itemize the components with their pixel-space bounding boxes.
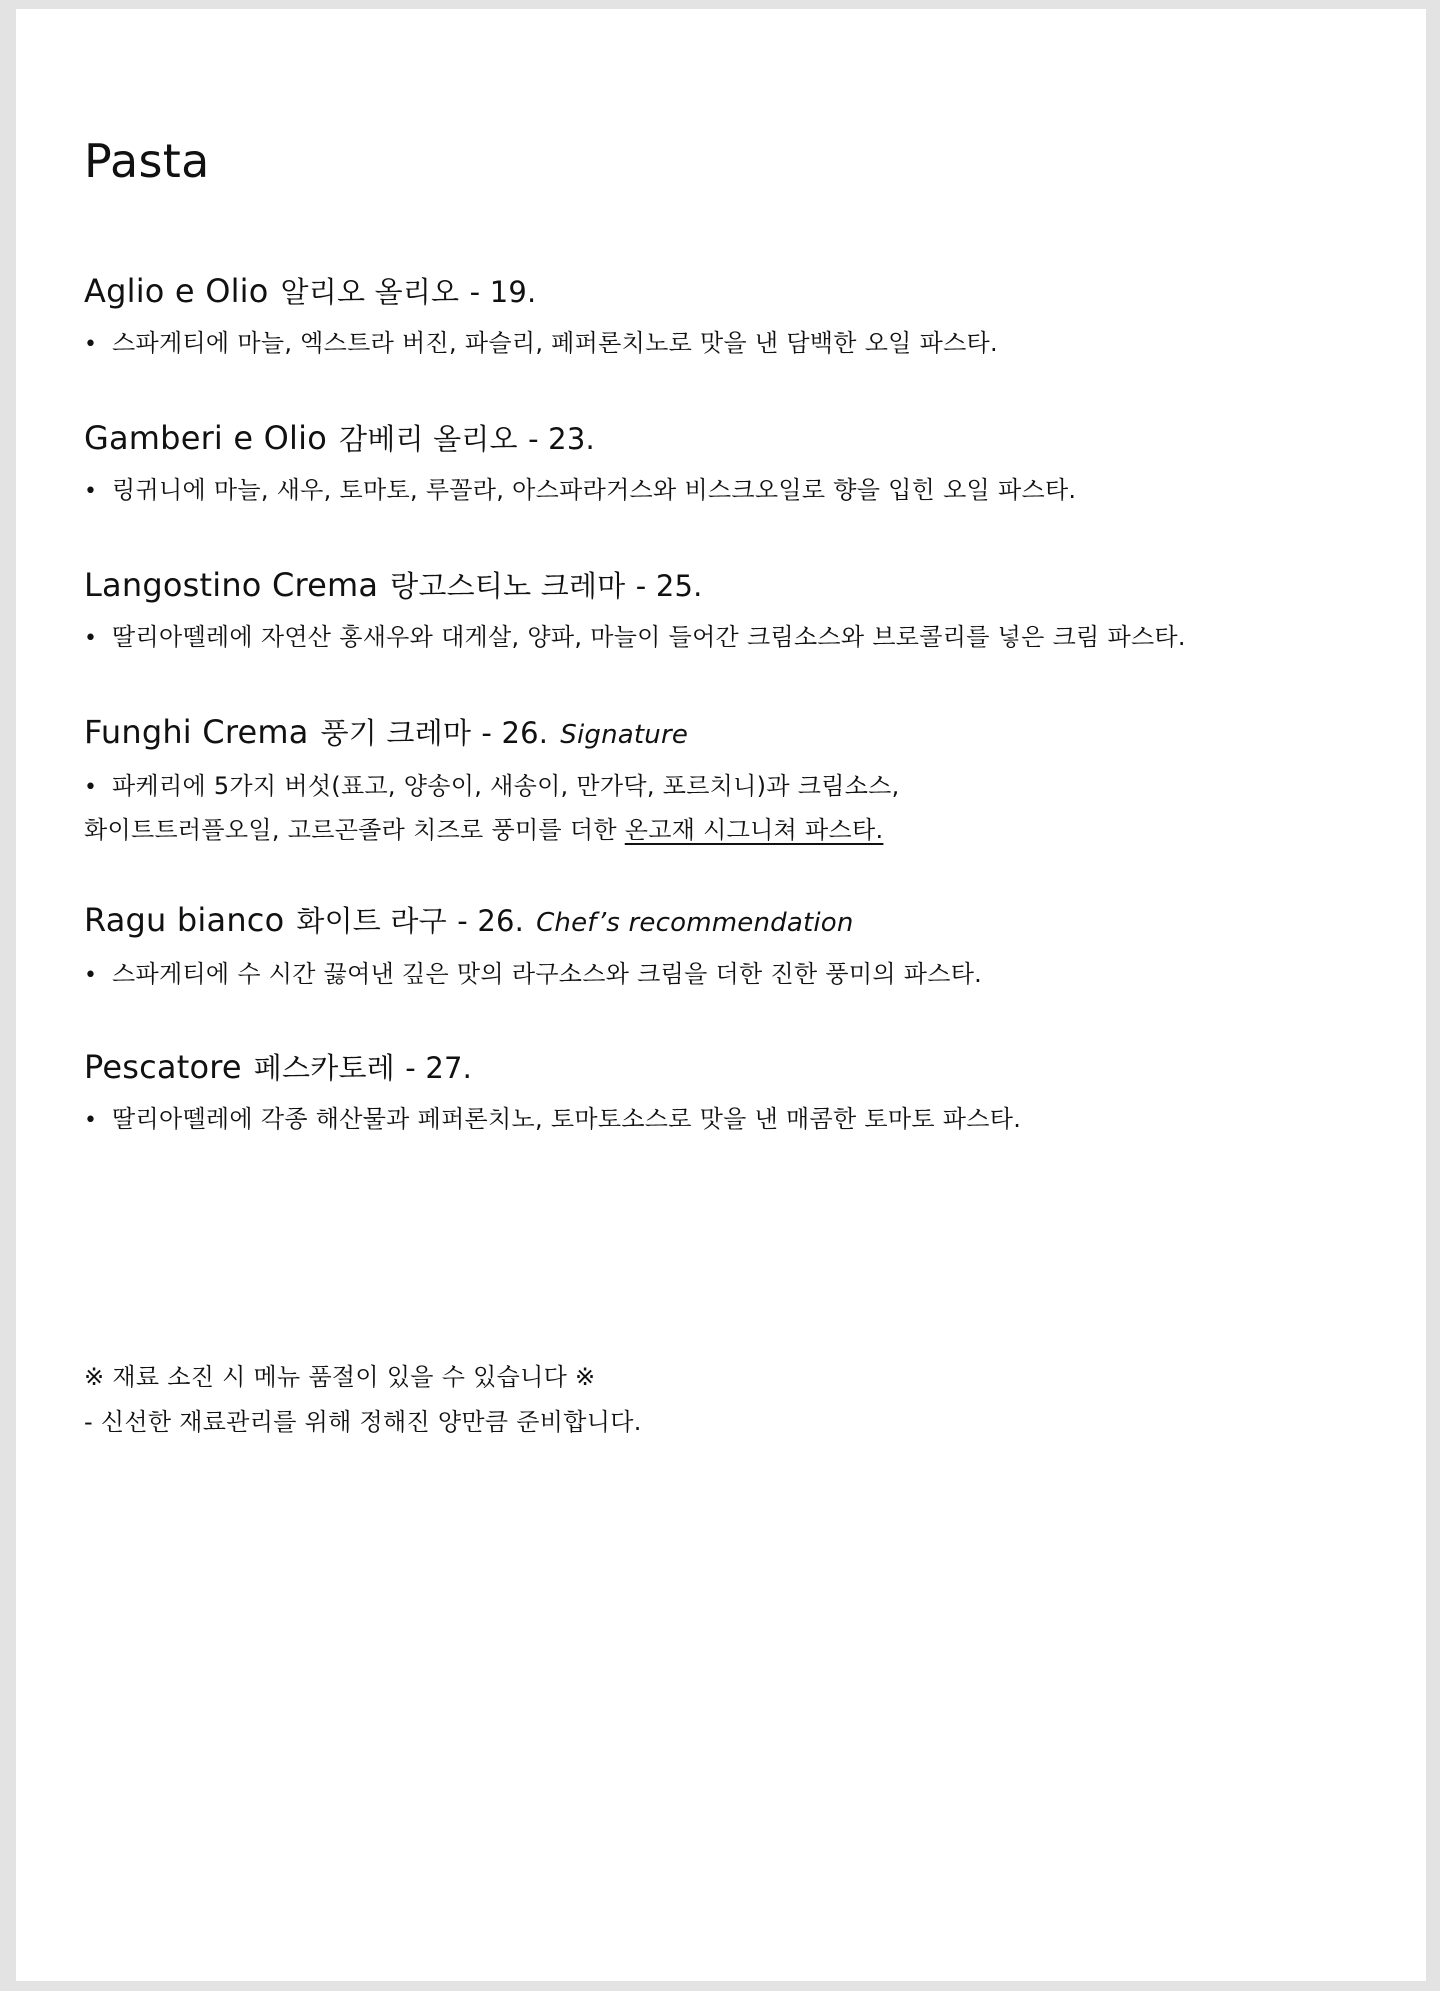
menu-item-description [84, 322, 1384, 366]
menu-item-description-text: 딸리아뗄레에 각종 해산물과 페퍼론치노, 토마토소스로 맛을 낸 매콤한 토마토 파스타. [112, 1105, 1022, 1133]
menu-item-korean-name: 랑고스티노 크레마 [390, 569, 626, 603]
bullet-icon: • [84, 775, 98, 800]
menu-item-price: - 26. [457, 904, 525, 938]
menu-item-name: Gamberi e Olio [84, 419, 328, 457]
menu-item-price: - 26. [481, 716, 549, 750]
menu-item-description-text: 화이트트러플오일, 고르곤졸라 치즈로 풍미를 더한 [84, 816, 625, 844]
menu-item-description [84, 765, 1384, 851]
menu-item-description-text: 링귀니에 마늘, 새우, 토마토, 루꼴라, 아스파라거스와 비스크오일로 향을 입힌 오일 파스타. [112, 476, 1077, 504]
menu-item [84, 418, 1384, 513]
menu-item-korean-name: 알리오 올리오 [280, 275, 460, 309]
menu-item-korean-name: 풍기 크레마 [320, 716, 472, 750]
menu-item-price: - 23. [528, 422, 595, 456]
bullet-icon: • [84, 332, 98, 357]
menu-item-description [84, 1098, 1384, 1142]
menu-item-price: - 19. [469, 275, 537, 309]
menu-item [84, 712, 1384, 851]
menu-item-name: Aglio e Olio [84, 272, 269, 310]
menu-item-korean-name: 감베리 올리오 [339, 422, 518, 456]
signature-highlight: 온고재 시그니쳐 파스타. [624, 816, 884, 844]
menu-item-price: - 27. [405, 1051, 473, 1085]
menu-item [84, 565, 1384, 660]
menu-item-description-text: 스파게티에 수 시간 끓여낸 깊은 맛의 라구소스와 크림을 더한 진한 풍미의 파스타. [112, 960, 983, 988]
page-title: Pasta [84, 134, 210, 188]
bullet-icon: • [84, 626, 98, 651]
bullet-icon: • [84, 479, 98, 504]
menu-item [84, 900, 1384, 997]
menu-item [84, 1047, 1384, 1142]
menu-item-tag: Chef’s recommendation [536, 908, 854, 938]
menu-item-heading [84, 1047, 1384, 1088]
menu-item-heading [84, 712, 1384, 755]
menu-item-tag: Signature [560, 720, 689, 750]
menu-item-heading [84, 271, 1384, 312]
menu-item-description-text: 스파게티에 마늘, 엑스트라 버진, 파슬리, 페퍼론치노로 맛을 낸 담백한 오일 파스타. [112, 329, 998, 357]
menu-item-description [84, 616, 1384, 660]
menu-item-name: Pescatore [84, 1048, 242, 1086]
menu-item-description [84, 953, 1384, 997]
menu-item-description-text: 딸리아뗄레에 자연산 홍새우와 대게살, 양파, 마늘이 들어간 크림소스와 브로콜리를 넣은 크림 파스타. [112, 623, 1186, 651]
menu-item-description-line [84, 765, 1384, 809]
menu-item-heading [84, 900, 1384, 943]
menu-item-description [84, 469, 1384, 513]
footer-notes [84, 1355, 642, 1445]
sold-out-notice: ※ 재료 소진 시 메뉴 품절이 있을 수 있습니다 ※ [84, 1363, 596, 1391]
menu-item-name: Ragu bianco [84, 901, 285, 939]
menu-item-description-text: 파케리에 5가지 버섯(표고, 양송이, 새송이, 만가닥, 포르치니)과 크림소스, [112, 772, 900, 800]
menu-item-korean-name: 화이트 라구 [296, 904, 447, 938]
bullet-icon: • [84, 1108, 98, 1133]
menu-item-heading [84, 565, 1384, 606]
menu-item-heading [84, 418, 1384, 459]
menu-item-description-line [84, 809, 1384, 851]
bullet-icon: • [84, 963, 98, 988]
menu-item-name: Funghi Crema [84, 713, 309, 751]
menu-item-price: - 25. [635, 569, 703, 603]
menu-item-korean-name: 페스카토레 [253, 1051, 395, 1085]
menu-item-name: Langostino Crema [84, 566, 379, 604]
menu-page [16, 9, 1426, 1981]
preparation-notice: - 신선한 재료관리를 위해 정해진 양만큼 준비합니다. [84, 1408, 642, 1436]
menu-item [84, 271, 1384, 366]
